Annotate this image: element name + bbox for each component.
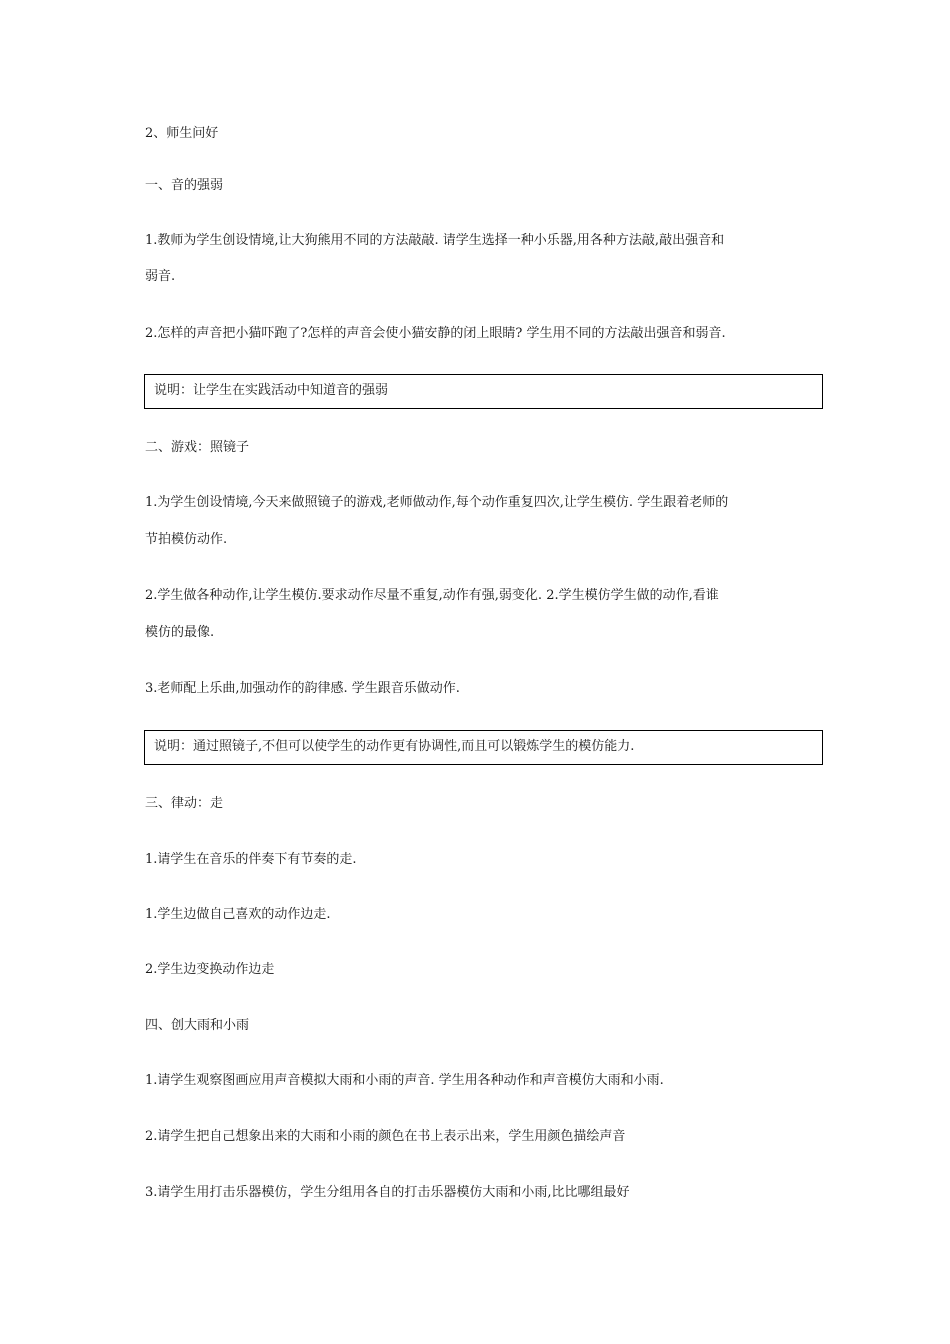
section-heading-volume: 一、音的强弱 [145,178,224,193]
paragraph-line: 2.怎样的声音把小猫吓跑了?怎样的声音会使小猫安静的闭上眼睛? 学生用不同的方法敲出强音和弱音. [145,326,726,341]
paragraph-line: 3.老师配上乐曲,加强动作的韵律感. 学生跟音乐做动作. [145,681,460,696]
greeting-line: 2、师生问好 [145,126,219,141]
paragraph-line: 1.请学生观察图画应用声音模拟大雨和小雨的声音. 学生用各种动作和声音模仿大雨和小雨. [145,1073,664,1088]
paragraph-line: 模仿的最像. [145,625,215,640]
section-heading-rain: 四、创大雨和小雨 [145,1018,250,1033]
paragraph-line: 2.请学生把自己想象出来的大雨和小雨的颜色在书上表示出来，学生用颜色描绘声音 [145,1129,626,1144]
paragraph-line: 3.请学生用打击乐器模仿，学生分组用各自的打击乐器模仿大雨和小雨,比比哪组最好 [145,1185,630,1200]
note-text: 说明：让学生在实践活动中知道音的强弱 [154,383,389,398]
paragraph-line: 弱音. [145,269,176,284]
paragraph-line: 1.为学生创设情境,今天来做照镜子的游戏,老师做动作,每个动作重复四次,让学生模仿. 学生跟着老师的 [145,495,729,510]
paragraph-line: 1.教师为学生创设情境,让大狗熊用不同的方法敲敲. 请学生选择一种小乐器,用各种方法敲,敲出强音和 [145,233,725,248]
paragraph-line: 节拍模仿动作. [145,532,228,547]
note-text: 说明：通过照镜子,不但可以使学生的动作更有协调性,而且可以锻炼学生的模仿能力. [154,739,635,754]
paragraph-line: 2.学生边变换动作边走 [145,962,275,977]
note-box [144,374,823,409]
paragraph-line: 1.请学生在音乐的伴奏下有节奏的走. [145,852,357,867]
paragraph-line: 1.学生边做自己喜欢的动作边走. [145,907,331,922]
paragraph-line: 2.学生做各种动作,让学生模仿.要求动作尽量不重复,动作有强,弱变化. 2.学生模仿学生做的动作,看谁 [145,588,719,603]
note-box [144,730,823,765]
section-heading-rhythm-walk: 三、律动：走 [145,796,224,811]
section-heading-mirror-game: 二、游戏：照镜子 [145,440,250,455]
